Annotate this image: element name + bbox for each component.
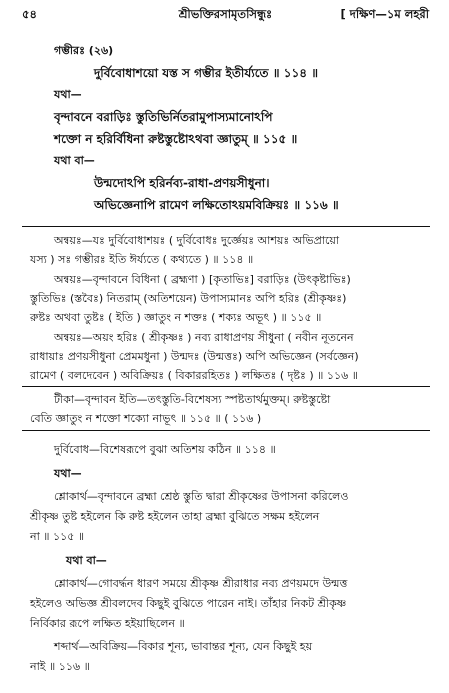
anvaya-116-line2: রাধায়াঃ প্রণয়সীধুনা প্রেমমধুনা ) উন্মদঃ (উন্মত্তঃ) অপি অভিজ্ঞেন (সর্বজ্ঞেন): [30, 350, 359, 363]
page-header: [22, 6, 429, 24]
yatha-va-label: যথা বা—: [54, 154, 95, 167]
yatha-label: যথা—: [54, 88, 82, 101]
anvaya-114-line2: যস্য ) সঃ গম্ভীরঃ ইতি ঈর্য্যতে ( কথ্যতে ) ॥ ১১৪ ॥: [30, 253, 254, 266]
anvaya-115-line3: রুষ্টঃ অথবা তুষ্টঃ ( ইতি ) জ্ঞাতুং ন শক্তঃ ( শক্যঃ অভূৎ ) ॥ ১১৫ ॥: [30, 311, 322, 324]
divider-1: [22, 226, 430, 227]
meaning-114: দুর্বিবোধ—বিশেষরূপে বুঝা অতিশয় কঠিন ॥ ১১৪ ॥: [54, 443, 276, 456]
divider-2: [22, 386, 430, 387]
tika-line1: টীকা—বৃন্দাবন ইতি—তৎস্তুতি-বিশেষস্য স্পষ্টতার্থমুক্তম্। রুষ্টস্তুষ্টো: [54, 393, 331, 406]
tika-line2: বেতি জ্ঞাতুং ন শক্তো শক্যো নাভূৎ ॥ ১১৫ ॥ ( ১১৬ ): [30, 412, 262, 425]
anvaya-116-line3: রামেণ ( বলদেবেন ) অবিক্রিয়ঃ ( বিকাররহিতঃ ) লক্ষিতঃ ( দৃষ্টঃ ) ॥ ১১৬ ॥: [30, 369, 359, 382]
running-title: শ্রীভক্তিরসামৃতসিন্ধুঃ: [178, 7, 273, 21]
shabdartha-line2: নাই ॥ ১১৬ ॥: [30, 660, 90, 673]
shlokartha-115-line1: শ্লোকার্থ—বৃন্দাবনে ব্রহ্মা শ্রেষ্ঠ স্তুতি দ্বারা শ্রীকৃষ্ণের উপাসনা করিলেও: [54, 490, 349, 503]
anvaya-114-line1: অন্বয়ঃ—যঃ দুর্বিবোধাশয়ঃ ( দুর্বিবোধঃ দুর্জ্ঞেয়ঃ আশয়ঃ অভিপ্রায়ো: [54, 234, 340, 247]
anvaya-116-line1: অন্বয়ঃ—অয়ং হরিঃ ( শ্রীকৃষ্ণঃ ) নব্য রাধাপ্রণয় সীধুনা ( নবীন নূতনেন: [54, 331, 354, 344]
yatha-va-label-2: যথা বা—: [66, 554, 107, 567]
shlokartha-115-line3: না ॥ ১১৫ ॥: [30, 530, 85, 543]
shlokartha-116-line3: নির্বিকার রূপে লক্ষিত হইয়াছিলেন ॥: [30, 617, 185, 630]
verse-114: দুর্বিবোধাশয়ো যস্ত স গম্ভীর ইতীর্য্যতে ॥ ১১৪ ॥: [94, 66, 319, 80]
section-label: [ দক্ষিণ—১ম লহরী: [340, 7, 429, 21]
verse-116-line2: অভিজ্ঞেনাপি রামেণ লক্ষিতোঽয়মবিক্রিয়ঃ ॥ ১১৬ ॥: [94, 198, 339, 212]
shlokartha-116-line2: হইলেও অভিজ্ঞ শ্রীবলদেব কিছুই বুঝিতে পারেন নাই। তাঁহার নিকট শ্রীকৃষ্ণ: [30, 597, 347, 610]
verse-116-line1: উন্মদোঽপি হরির্নব্য-রাধা-প্রণয়সীধুনা।: [94, 176, 270, 190]
shlokartha-115-line2: শ্রীকৃষ্ণ তুষ্ট হইলেন কি রুষ্ট হইলেন তাহা ব্রহ্মা বুঝিতে সক্ষম হইলেন: [30, 510, 320, 523]
page-number: ৫৪: [22, 7, 37, 21]
yatha-label-2: যথা—: [54, 467, 82, 480]
anvaya-115-line2: স্তুতিভিঃ (স্তবৈঃ) নিতরাম্ (অতিশয়েন) উপাস্যমানঃ অপি হরিঃ (শ্রীকৃষ্ণঃ): [30, 292, 347, 305]
anvaya-115-line1: অন্বয়ঃ—বৃন্দাবনে বিধিনা ( ব্রহ্মণা ) [কৃতাভিঃ] বরাড়িঃ (উৎকৃষ্টাভিঃ): [54, 273, 351, 286]
shlokartha-116-line1: শ্লোকার্থ—গোবর্দ্ধন ধারণ সময়ে শ্রীকৃষ্ণ শ্রীরাধার নব্য প্রণয়মদে উন্মত্ত: [54, 577, 348, 590]
verse-115-line2: শক্তো ন হরির্বিধিনা রুষ্টস্তুষ্টোঽথবা জ্ঞাতুম্ ॥ ১১৫ ॥: [54, 132, 298, 146]
verse-115-line1: বৃন্দাবনে বরাড়িঃ স্তুতিভির্নিতরামুপাস্যমানোঽপি: [54, 110, 273, 124]
divider-3: [22, 430, 430, 431]
shabdartha-line1: শব্দার্থ—অবিক্রিয়—বিকার শূন্য, ভাবান্তর শূন্য, যেন কিছুই হয়: [54, 640, 313, 653]
verse-heading: গম্ভীরঃ (২৬): [54, 44, 114, 57]
